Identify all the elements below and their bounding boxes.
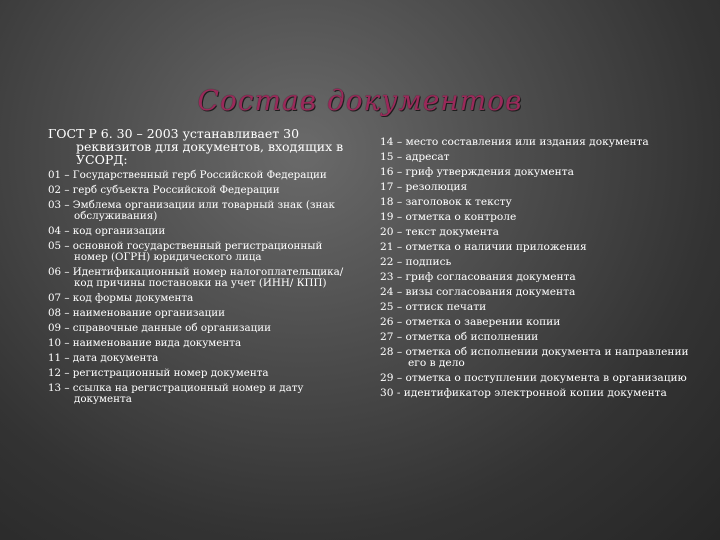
right-column xyxy=(380,137,705,403)
left-column xyxy=(48,127,348,409)
list-item: 25 – оттиск печати xyxy=(380,301,487,313)
list-item: 15 – адресат xyxy=(380,151,450,163)
list-item: 20 – текст документа xyxy=(380,226,499,238)
list-item: 04 – код организации xyxy=(48,225,166,237)
list-item: 18 – заголовок к тексту xyxy=(380,196,512,208)
list-item: 19 – отметка о контроле xyxy=(380,211,517,223)
list-item: 27 – отметка об исполнении xyxy=(380,331,539,343)
list-item: 16 – гриф утверждения документа xyxy=(380,166,574,178)
list-item: 17 – резолюция xyxy=(380,181,468,193)
list-item: 29 – отметка о поступлении документа в организацию xyxy=(380,372,687,384)
list-item: 11 – дата документа xyxy=(48,352,159,364)
list-item: 08 – наименование организации xyxy=(48,307,226,319)
list-item: 14 – место составления или издания документа xyxy=(380,136,649,148)
list-item: 24 – визы согласования документа xyxy=(380,286,576,298)
right-item-list xyxy=(380,137,705,399)
list-item: 07 – код формы документа xyxy=(48,292,194,304)
left-item-list xyxy=(48,170,348,405)
list-item: 12 – регистрационный номер документа xyxy=(48,367,269,379)
list-item: 01 – Государственный герб Российской Федерации xyxy=(48,169,327,181)
list-item: 13 – ссылка на регистрационный номер и дату документа xyxy=(48,382,304,405)
list-item: 30 - идентификатор электронной копии документа xyxy=(380,387,667,399)
intro-text: ГОСТ Р 6. 30 – 2003 устанавливает 30 реквизитов для документов, входящих в УСОРД: xyxy=(48,126,344,167)
slide-title: Состав документов xyxy=(197,84,523,117)
list-item: 22 – подпись xyxy=(380,256,452,268)
list-item: 09 – справочные данные об организации xyxy=(48,322,271,334)
list-item: 06 – Идентификационный номер налогоплательщика/ код причины постановки на учет (ИНН/ КПП) xyxy=(48,266,344,289)
list-item: 28 – отметка об исполнении документа и направлении его в дело xyxy=(380,346,689,369)
list-item: 05 – основной государственный регистрационный номер (ОГРН) юридического лица xyxy=(48,240,323,263)
list-item: 26 – отметка о заверении копии xyxy=(380,316,561,328)
list-item: 03 – Эмблема организации или товарный знак (знак обслуживания) xyxy=(48,199,335,222)
list-item: 21 – отметка о наличии приложения xyxy=(380,241,587,253)
list-item: 10 – наименование вида документа xyxy=(48,337,242,349)
list-item: 23 – гриф согласования документа xyxy=(380,271,576,283)
list-item: 02 – герб субъекта Российской Федерации xyxy=(48,184,280,196)
